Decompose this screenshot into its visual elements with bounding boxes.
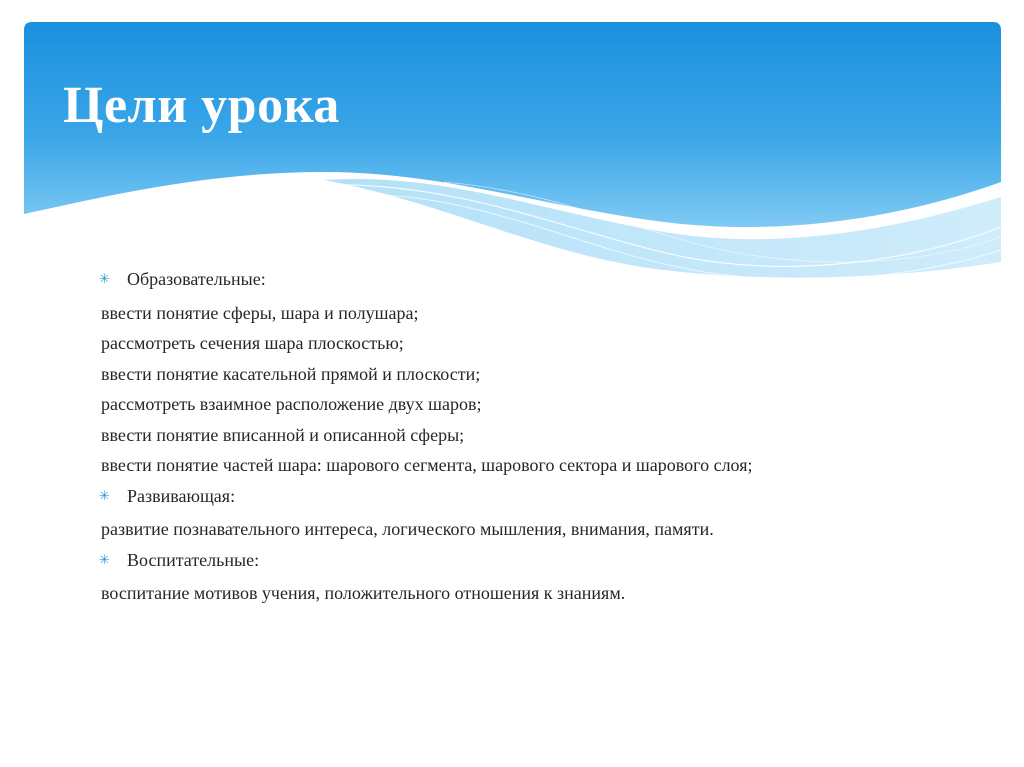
goal-item: рассмотреть сечения шара плоскостью; <box>101 333 404 353</box>
section-heading-upbringing <box>99 545 923 579</box>
section-heading-text: Развивающая: <box>127 485 236 506</box>
section-heading-developmental <box>99 481 923 515</box>
asterisk-bullet-icon: ✳ <box>99 552 110 568</box>
goal-item: ввести понятие вписанной и описанной сферы; <box>101 424 465 445</box>
goal-item: ввести понятие касательной прямой и плоскости; <box>101 363 481 384</box>
goal-item: рассмотреть взаимное расположение двух шаров; <box>101 394 482 414</box>
asterisk-bullet-icon: ✳ <box>99 272 110 287</box>
section-heading-text: Образовательные: <box>127 269 266 289</box>
goal-item: ввести понятие частей шара: шарового сегмента, шарового сектора и шарового слоя; <box>101 455 753 475</box>
header-wave-background <box>24 22 1001 292</box>
asterisk-bullet-icon: ✳ <box>99 488 110 504</box>
section-heading-text: Воспитательные: <box>127 549 260 570</box>
goal-item: воспитание мотивов учения, положительного отношения к знаниям. <box>101 583 626 603</box>
goal-item: ввести понятие сферы, шара и полушара; <box>101 302 419 323</box>
section-heading-educational <box>99 264 923 298</box>
slide-body <box>101 264 923 609</box>
slide-title: Цели урока <box>63 77 340 134</box>
goal-item: развитие познавательного интереса, логического мышления, внимания, памяти. <box>101 519 714 539</box>
